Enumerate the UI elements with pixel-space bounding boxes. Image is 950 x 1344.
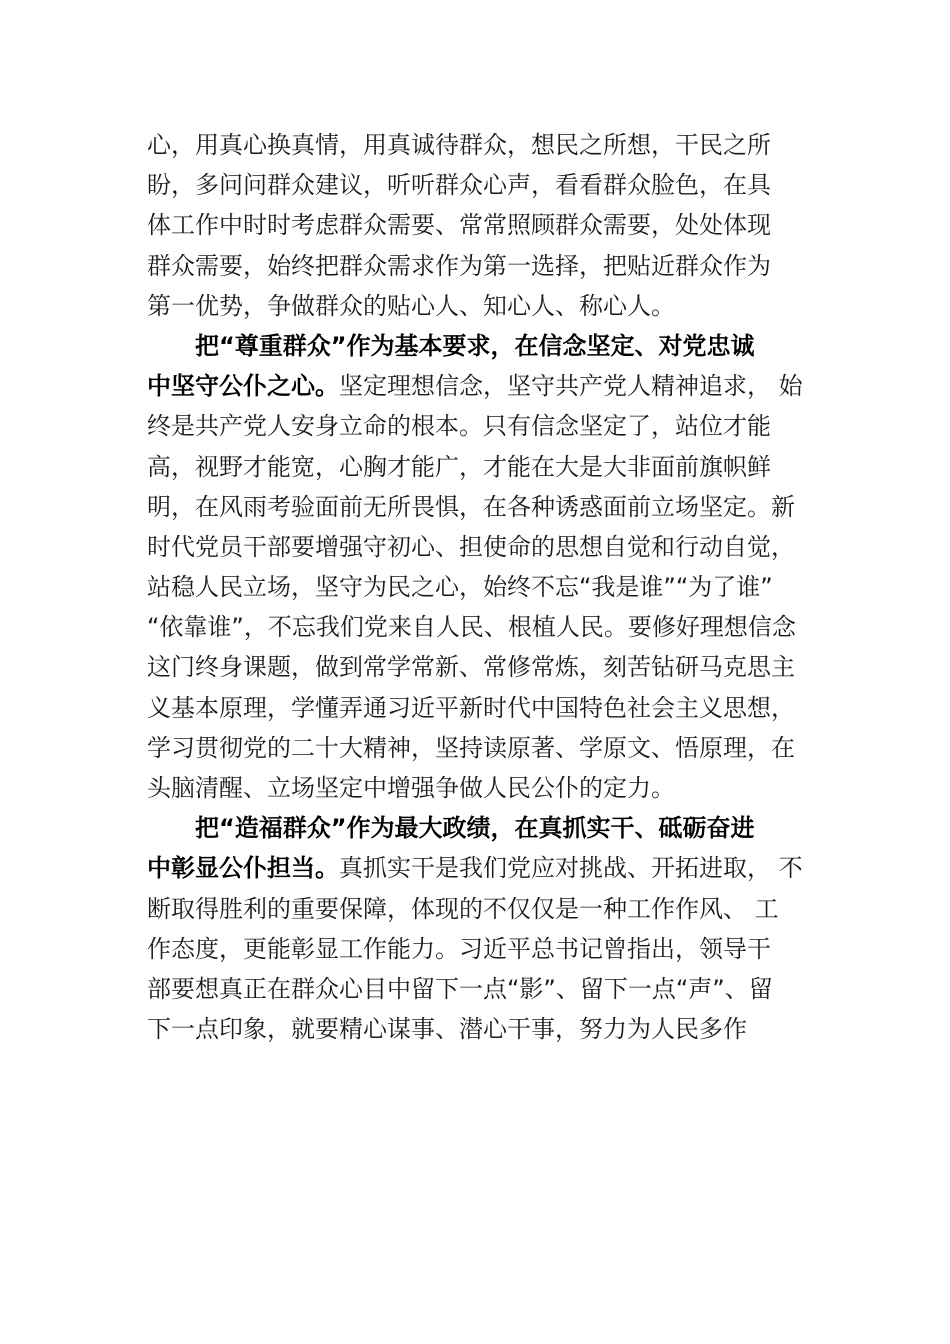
p2-heading-line-2: 中坚守公仆之心。 xyxy=(147,372,339,401)
p1-line-1: 心，用真心换真情，用真诚待群众，想民之所想，干民之所 xyxy=(147,131,771,159)
body-text xyxy=(147,125,823,1049)
p2-line-10: 义基本原理，学懂弄通习近平新时代中国特色社会主义思想， xyxy=(147,693,795,722)
p3-line-2-rest: 真抓实干是我们党应对挑战、开拓进取， 不 xyxy=(339,854,803,883)
p2-line-6: 时代党员干部要增强守初心、担使命的思想自觉和行动自觉， xyxy=(147,532,795,561)
p2-line-9: 这门终身课题，做到常学常新、常修常炼，刻苦钻研马克思主 xyxy=(147,653,795,682)
p3-line-3: 断取得胜利的重要保障，体现的不仅仅是一种工作作风、 工 xyxy=(147,894,779,923)
p3-line-5: 部要想真正在群众心目中留下一点“影”、留下一点“声”、留 xyxy=(147,974,773,1003)
p3-heading-line-2: 中彰显公仆担当。 xyxy=(147,854,339,883)
p2-line-11: 学习贯彻党的二十大精神，坚持读原著、学原文、悟原理，在 xyxy=(147,733,795,762)
p2-line-8: “依靠谁”，不忘我们党来自人民、根植人民。要修好理想信念 xyxy=(147,613,796,642)
p3-line-6: 下一点印象，就要精心谋事、潜心干事，努力为人民多作 xyxy=(147,1015,747,1044)
p2-line-4: 高，视野才能宽，心胸才能广，才能在大是大非面前旗帜鲜 xyxy=(147,452,771,481)
p3-heading-line-1: 把“造福群众”作为最大政绩，在真抓实干、砥砺奋进 xyxy=(195,814,755,843)
p1-line-3: 体工作中时时考虑群众需要、常常照顾群众需要，处处体现 xyxy=(147,211,771,240)
p1-line-5: 第一优势，争做群众的贴心人、知心人、称心人。 xyxy=(147,291,675,320)
p2-line-7: 站稳人民立场，坚守为民之心，始终不忘“我是谁”“为了谁” xyxy=(147,573,773,602)
p2-line-3: 终是共产党人安身立命的根本。只有信念坚定了，站位才能 xyxy=(147,412,771,441)
p2-line-2 xyxy=(147,366,823,406)
p2-line-12: 头脑清醒、立场坚定中增强争做人民公仆的定力。 xyxy=(147,774,675,802)
p3-line-2 xyxy=(147,848,823,888)
p2-line-2-rest: 坚定理想信念，坚守共产党人精神追求， 始 xyxy=(339,372,803,401)
p1-line-4: 群众需要，始终把群众需求作为第一选择，把贴近群众作为 xyxy=(147,251,771,280)
p2-line-5: 明，在风雨考验面前无所畏惧，在各种诱惑面前立场坚定。新 xyxy=(147,492,795,521)
p3-line-4: 作态度，更能彰显工作能力。习近平总书记曾指出，领导干 xyxy=(147,934,771,963)
p2-heading-line-1: 把“尊重群众”作为基本要求，在信念坚定、对党忠诚 xyxy=(195,331,755,360)
p1-line-2: 盼，多问问群众建议，听听群众心声，看看群众脸色，在具 xyxy=(147,171,771,200)
